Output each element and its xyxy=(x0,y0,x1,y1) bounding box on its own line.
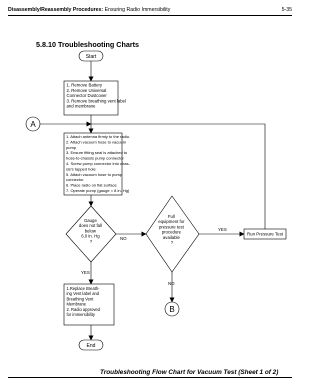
step2-line: 6. Place radio on flat surface xyxy=(66,182,117,188)
step2-line: hose-to-chassis pump connector xyxy=(66,155,124,161)
run-pressure-test-label: Run Pressure Test xyxy=(246,231,284,237)
step3-line: 1.Replace Breath- xyxy=(66,286,100,291)
label-yes-2: YES xyxy=(218,227,227,232)
label-no-2: NO xyxy=(168,281,175,286)
step3-line: Membrane xyxy=(66,301,87,307)
decision2-line: equipment for xyxy=(158,219,185,225)
start-label: Start xyxy=(85,54,97,61)
label-no-1: NO xyxy=(120,236,127,241)
decision2-line: available xyxy=(162,234,180,240)
decision2-line: pressure test xyxy=(158,224,184,230)
step2-line: connector xyxy=(66,177,84,183)
decision1-line: 6.0 in. Hg xyxy=(81,233,100,239)
step1-line: 2. Remove Universal xyxy=(66,87,107,93)
step3-line: ing Vent label and xyxy=(66,291,100,297)
step3-line: 2. Radio approved xyxy=(66,306,100,312)
decision1-line: below xyxy=(84,228,97,234)
step2-line: pump xyxy=(66,144,77,150)
connector-b-label: B xyxy=(169,305,175,314)
step2-line: 3. Ensure fitting seal is attached to xyxy=(66,150,128,156)
connector-a-label: A xyxy=(30,120,36,129)
step2-line: 5. Attach vacuum hose to pump xyxy=(66,171,123,177)
step2-line: 1. Attach antenna firmly to the radio. xyxy=(66,134,131,139)
decision1-line: ? xyxy=(89,238,93,244)
footer-rule xyxy=(8,377,292,378)
step1-line: and membrane xyxy=(66,103,96,109)
decision2-line: ? xyxy=(170,240,174,245)
decision1-line: Gauge xyxy=(83,218,97,223)
step2-line: sis's tapped hole xyxy=(66,166,96,172)
section-title: 5.8.10 Troubleshooting Charts xyxy=(36,40,140,49)
label-yes-1: YES xyxy=(81,270,90,275)
decision1-line: does not fall xyxy=(78,223,102,229)
decision2-line: procedure xyxy=(161,229,182,235)
figure-caption: Troubleshooting Flow Chart for Vacuum Test (Sheet 1 of 2) xyxy=(100,369,279,376)
step2-line: 7. Operate pump (gauge = 8 in. Hg) xyxy=(66,188,130,193)
step1-line: 3. Remove breathing vent label xyxy=(66,98,126,104)
step3-line: Breathing Vent xyxy=(66,296,94,302)
end-label: End xyxy=(86,343,96,349)
header-section-rest: Ensuring Radio Immersibility xyxy=(103,7,171,13)
step2-line: 2. Attach vacuum hose to vacuum xyxy=(66,139,127,145)
decision2-line: Full xyxy=(167,214,175,219)
step2-line: 4. Screw pump connector into chas- xyxy=(66,161,130,166)
header-section-bold: Disassembly/Reassembly Procedures: xyxy=(8,7,104,13)
step1-line: 1. Remove Battery xyxy=(66,82,103,88)
step3-line: for immersibility xyxy=(66,312,95,317)
step1-line: Connector Dustcover xyxy=(66,93,107,99)
page-number: 5-35 xyxy=(281,7,292,13)
